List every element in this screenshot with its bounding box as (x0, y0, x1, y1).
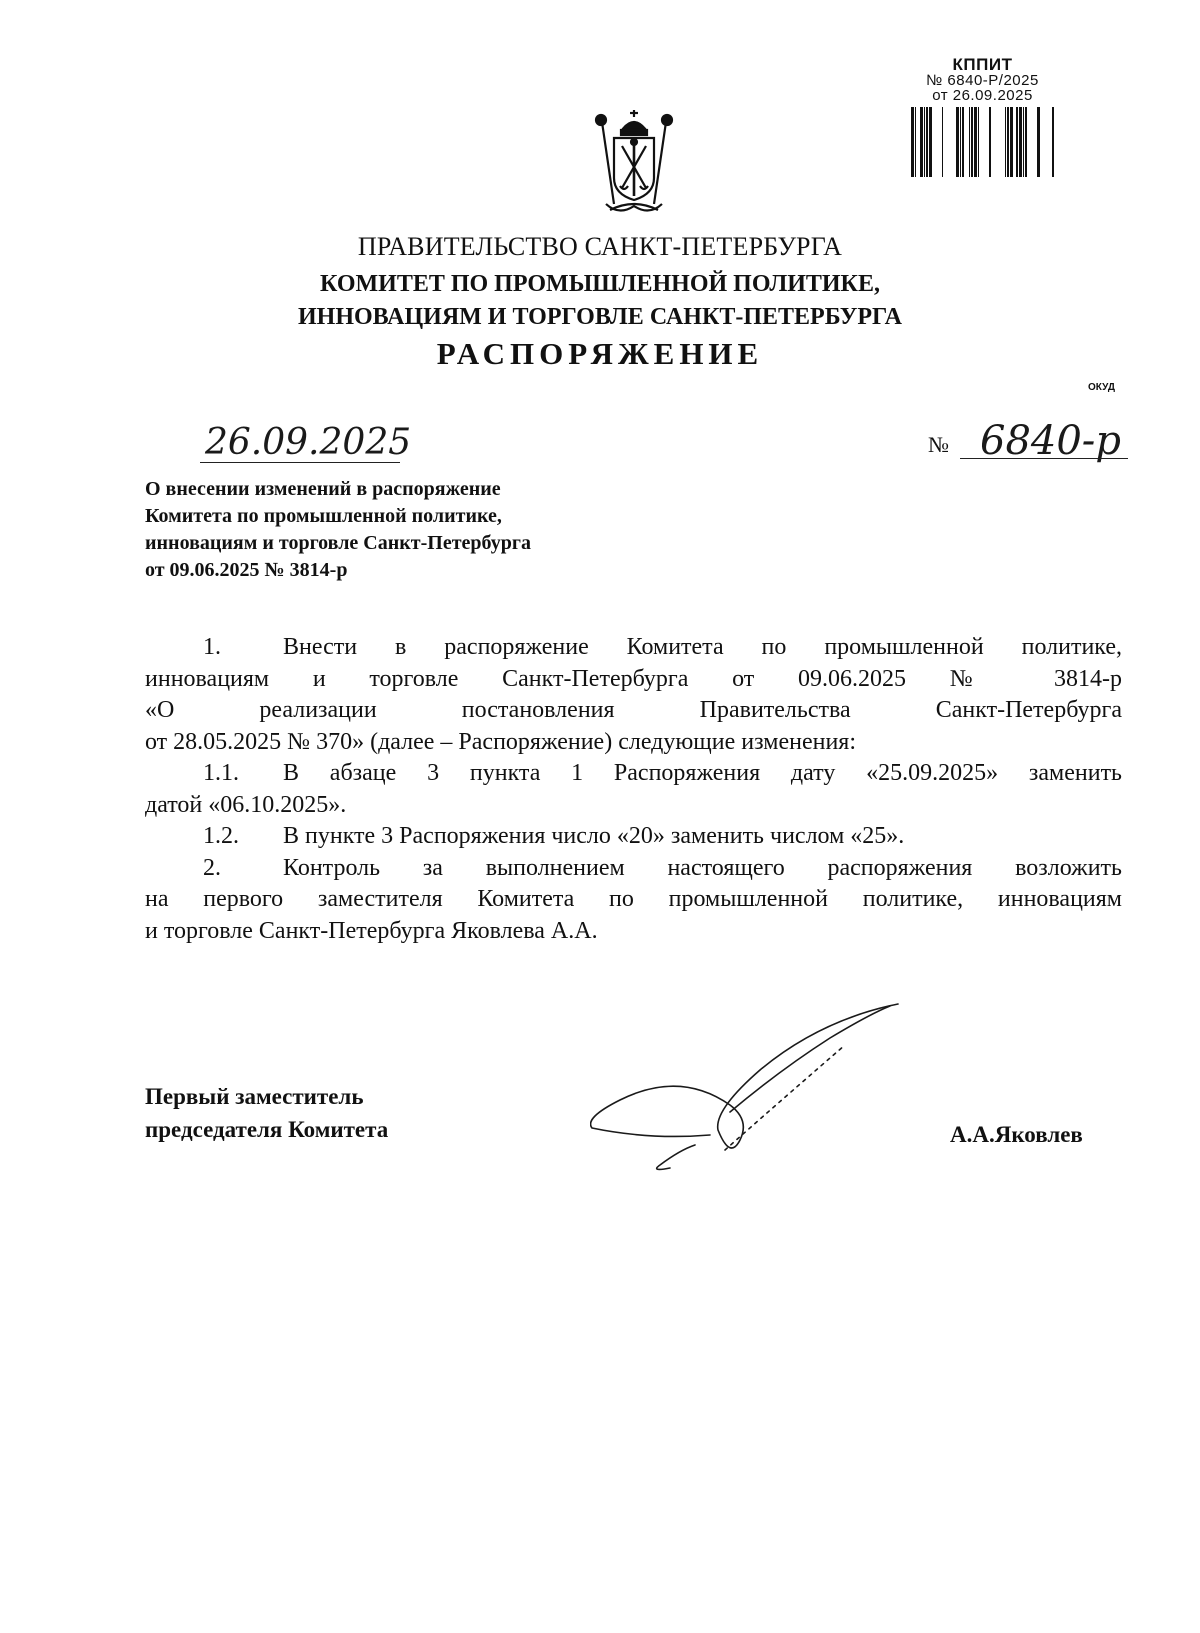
barcode-bar (1010, 107, 1013, 177)
paragraph-text: В пункте 3 Распоряжения число «20» заменить числом «25». (283, 823, 905, 849)
paragraph-number: 2. (203, 854, 221, 881)
paragraph-1-line: «О реализации постановления Правительства Санкт-Петербурга (145, 697, 1122, 723)
paragraph-number: 1. (203, 634, 221, 660)
paragraph-1-line (145, 632, 1122, 664)
barcode-bar (962, 107, 964, 177)
document-type: РАСПОРЯЖЕНИЕ (436, 336, 764, 371)
barcode-bar (1007, 107, 1009, 177)
document-number: 6840-р (980, 418, 1121, 464)
committee-title-line: КОМИТЕТ ПО ПРОМЫШЛЕННОЙ ПОЛИТИКЕ, (320, 271, 880, 297)
barcode-bar (1023, 107, 1024, 177)
signatory-title-line: Первый заместитель (145, 1084, 364, 1109)
barcode-bar (1005, 107, 1006, 177)
barcode-bar (971, 107, 973, 177)
signatory-title-line: председателя Комитета (145, 1117, 389, 1142)
paragraph-1-line: от 28.05.2025 № 370» (далее – Распоряжение) следующие изменения: (145, 728, 856, 755)
barcode-bar (969, 107, 970, 177)
coat-of-arms-icon (584, 108, 684, 218)
barcode-bar (978, 107, 979, 177)
paragraph-text: Контроль за выполнением настоящего распоряжения возложить (283, 854, 1122, 881)
barcode-bar (1019, 107, 1022, 177)
paragraph-1-1-line: датой «06.10.2025». (145, 791, 347, 818)
barcode-bar (1037, 107, 1040, 177)
barcode-icon (909, 107, 1057, 179)
barcode-bar (942, 107, 943, 177)
document-subject (145, 476, 665, 584)
barcode-bar (1025, 107, 1027, 177)
stamp-date: от 26.09.2025 (932, 87, 1033, 104)
handwritten-signature-icon (590, 1000, 930, 1200)
committee-title-line: ИННОВАЦИЯМ И ТОРГОВЛЕ САНКТ-ПЕТЕРБУРГА (297, 304, 902, 330)
paragraph-text: Внести в распоряжение Комитета по промышленной политике, (283, 634, 1122, 660)
barcode-bar (929, 107, 932, 177)
barcode-bar (1052, 107, 1054, 177)
government-title: ПРАВИТЕЛЬСТВО САНКТ-ПЕТЕРБУРГА (357, 232, 843, 261)
paragraph-2-line: и торговле Санкт-Петербурга Яковлева А.А. (145, 917, 598, 944)
barcode-bar (920, 107, 923, 177)
barcode-bar (1016, 107, 1018, 177)
number-underline (960, 458, 1128, 459)
barcode-bar (911, 107, 914, 177)
paragraph-number: 1.1. (203, 760, 239, 786)
signatory-title (145, 1080, 388, 1146)
subject-line: Комитета по промышленной политике, (145, 505, 502, 527)
paragraph-number: 1.2. (203, 823, 239, 849)
document-body (145, 632, 1122, 947)
barcode-bar (924, 107, 925, 177)
paragraph-2-line (145, 853, 1122, 885)
date-underline (200, 462, 400, 463)
paragraph-text: В абзаце 3 пункта 1 Распоряжения дату «25.09.2025» заменить (283, 760, 1122, 786)
stamp-code: КППИТ (952, 55, 1013, 74)
paragraph-1-line: инновациям и торговле Санкт-Петербурга от 09.06.2025 № 3814-р (145, 665, 1122, 692)
committee-title (0, 268, 1200, 334)
signatory-name: А.А.Яковлев (950, 1122, 1083, 1147)
barcode-bar (915, 107, 916, 177)
barcode-bar (956, 107, 959, 177)
barcode-bar (989, 107, 991, 177)
barcode-bar (974, 107, 977, 177)
barcode-bar (960, 107, 961, 177)
number-label: № (928, 432, 949, 457)
okud-label: ОКУД (1088, 382, 1115, 393)
paragraph-2-line: на первого заместителя Комитета по промышленной политике, инновациям (145, 886, 1122, 912)
subject-line: от 09.06.2025 № 3814-р (145, 559, 348, 581)
subject-line: О внесении изменений в распоряжение (145, 478, 501, 500)
registration-stamp (900, 56, 1065, 179)
subject-line: инновациям и торговле Санкт-Петербурга (145, 532, 531, 554)
stamp-number: № 6840-Р/2025 (926, 72, 1039, 89)
document-date: 26.09.2025 (205, 422, 412, 463)
barcode-bar (926, 107, 928, 177)
paragraph-1-2-line (145, 821, 1122, 853)
paragraph-1-1-line (145, 758, 1122, 790)
